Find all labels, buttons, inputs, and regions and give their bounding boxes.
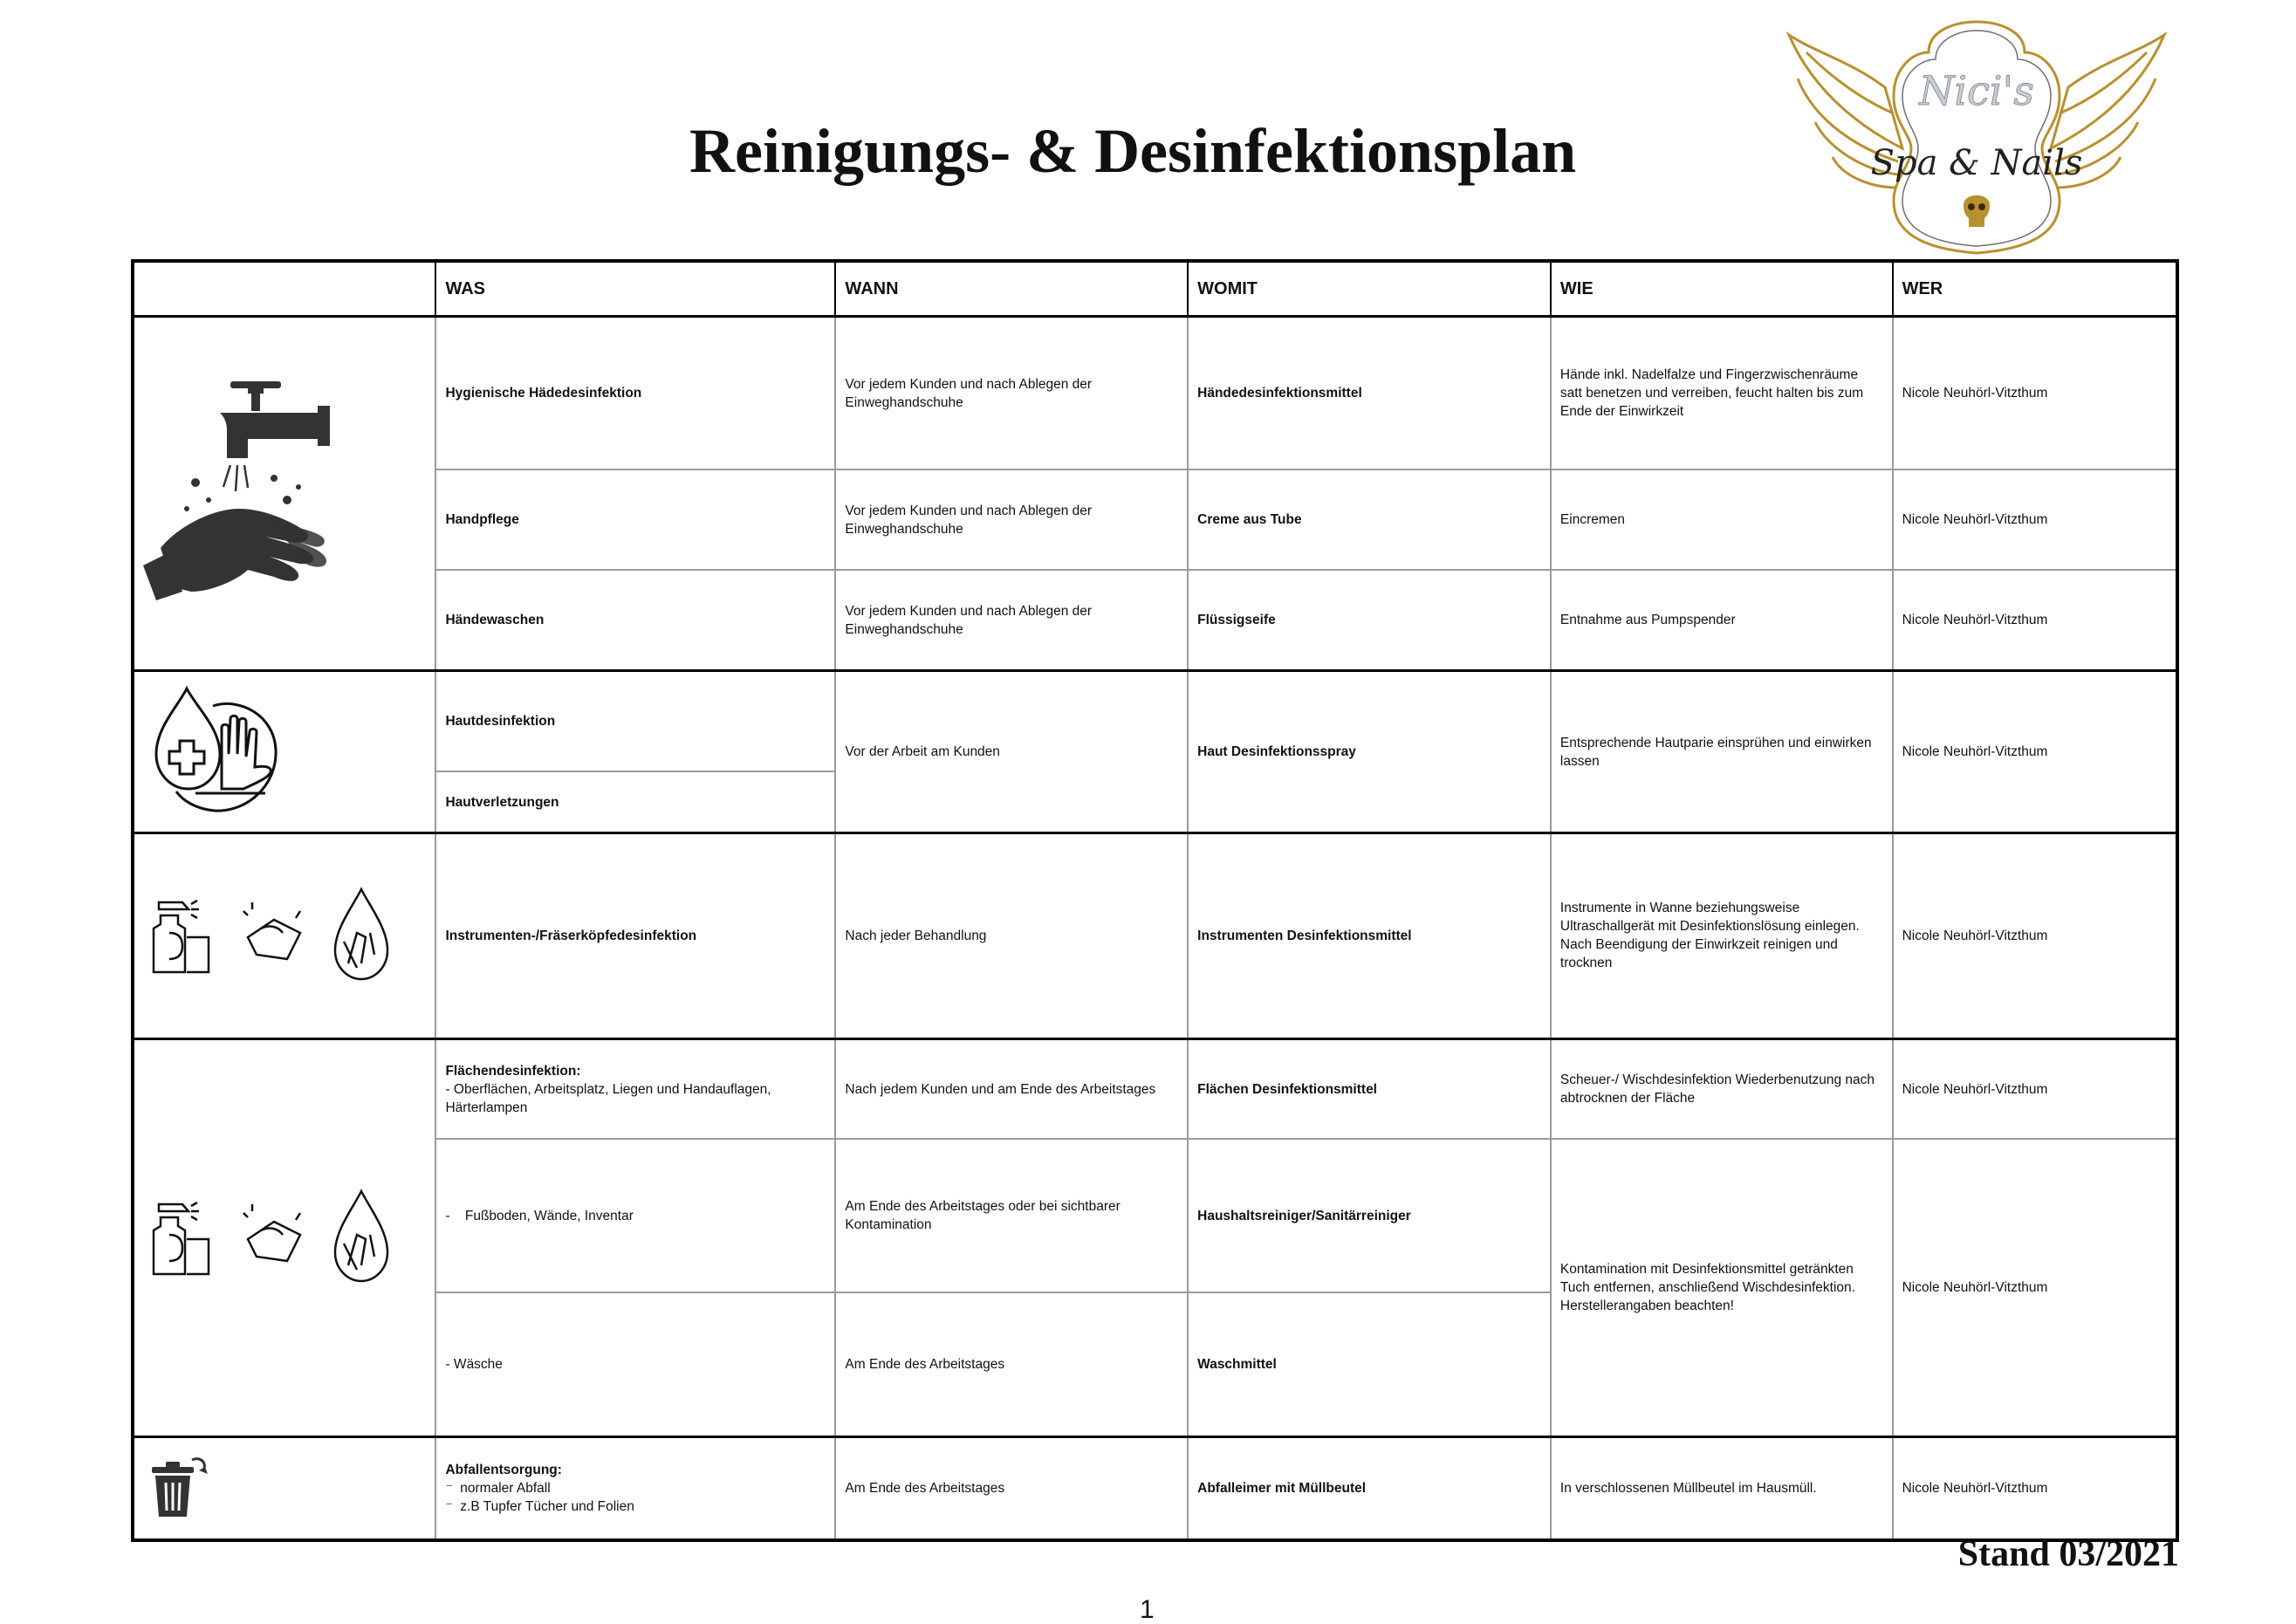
cleaning-icons-group	[143, 1187, 405, 1283]
header-icon-col	[133, 261, 435, 317]
surfaces-icon-cell	[133, 1038, 435, 1436]
wann-cell: Vor jedem Kunden und nach Ablegen der Einweghandschuhe	[835, 570, 1188, 670]
wer-cell: Nicole Neuhörl-Vitzthum	[1893, 671, 2177, 833]
wipe-cloth-icon	[243, 1204, 300, 1261]
table-row	[133, 1437, 2177, 1540]
was-subtext: - Oberflächen, Arbeitsplatz, Liegen und Handauflagen, Härterlampen	[445, 1081, 771, 1115]
header-wer: WER	[1893, 261, 2177, 317]
wer-cell: Nicole Neuhörl-Vitzthum	[1893, 1139, 2177, 1436]
table-row	[133, 469, 2177, 570]
table-row	[133, 570, 2177, 670]
wie-cell: Hände inkl. Nadelfalze und Fingerzwischenräume satt benetzen und verreiben, feucht halten bis zum Ende der Einwirkzeit	[1551, 317, 1893, 470]
womit-cell: Waschmittel	[1188, 1292, 1551, 1437]
page-number: 1	[1140, 1595, 1155, 1624]
was-list-text: z.B Tupfer Tücher und Folien	[460, 1499, 634, 1515]
wer-cell: Nicole Neuhörl-Vitzthum	[1893, 1437, 2177, 1540]
womit-cell: Flüssigseife	[1188, 570, 1551, 670]
logo-script-top: Nici's	[1919, 67, 2034, 114]
was-cell: Instrumenten-/Fräserköpfedesinfektion	[435, 833, 835, 1038]
womit-cell: Flächen Desinfektionsmittel	[1188, 1038, 1551, 1139]
wann-cell: Am Ende des Arbeitstages oder bei sichtbarer Kontamination	[835, 1139, 1188, 1292]
was-cell	[435, 1437, 835, 1540]
was-list-text: normaler Abfall	[460, 1481, 551, 1497]
skin-icon-cell	[133, 671, 435, 833]
was-list-item: ⁻ z.B Tupfer Tücher und Folien	[445, 1499, 634, 1515]
hand-washing-faucet-icon	[143, 378, 353, 605]
was-title: Flächendesinfektion:	[445, 1063, 581, 1079]
was-cell: Händewaschen	[435, 570, 835, 670]
wer-cell: Nicole Neuhörl-Vitzthum	[1893, 469, 2177, 570]
spray-bottle-icon	[154, 1203, 209, 1274]
wie-cell: Entsprechende Hautparie einsprühen und einwirken lassen	[1551, 671, 1893, 833]
wann-cell: Am Ende des Arbeitstages	[835, 1437, 1188, 1540]
was-cell: - Wäsche	[435, 1292, 835, 1437]
spray-bottle-icon	[154, 901, 209, 972]
spa-nails-logo	[1780, 17, 2173, 257]
table-row	[133, 671, 2177, 771]
table-header-row	[133, 261, 2177, 317]
skin-disinfection-icon	[143, 680, 283, 819]
page-title: Reinigungs- & Desinfektionsplan	[689, 116, 1577, 186]
was-cell: - Fußboden, Wände, Inventar	[435, 1139, 835, 1292]
wipe-cloth-icon	[243, 902, 300, 959]
womit-cell: Creme aus Tube	[1188, 469, 1551, 570]
hand-drop-icon	[335, 1191, 387, 1281]
wie-cell: Scheuer-/ Wischdesinfektion Wiederbenutzung nach abtrocknen der Fläche	[1551, 1038, 1893, 1139]
table-row	[133, 317, 2177, 470]
table-row	[133, 833, 2177, 1038]
wie-cell: Instrumente in Wanne beziehungsweise Ultraschallgerät mit Desinfektionslösung einlegen. Nach Beendigung der Einwirkzeit reinigen und trocknen	[1551, 833, 1893, 1038]
trash-bin-icon	[143, 1451, 213, 1521]
was-cell: Hygienische Hädedesinfektion	[435, 317, 835, 470]
stand-date: Stand 03/2021	[1957, 1534, 2179, 1574]
header-wie: WIE	[1551, 261, 1893, 317]
instruments-icon-cell	[133, 833, 435, 1038]
table-row	[133, 1038, 2177, 1139]
wer-cell: Nicole Neuhörl-Vitzthum	[1893, 570, 2177, 670]
womit-cell: Instrumenten Desinfektionsmittel	[1188, 833, 1551, 1038]
wie-cell: Eincremen	[1551, 469, 1893, 570]
wie-cell: Kontamination mit Desinfektionsmittel getränkten Tuch entfernen, anschließend Wischdesinfektion. Herstellerangaben beachten!	[1551, 1139, 1893, 1436]
hands-icon-cell	[133, 317, 435, 671]
was-cell: Handpflege	[435, 469, 835, 570]
table-row	[133, 1139, 2177, 1292]
cleaning-icons-group	[143, 885, 405, 981]
was-list-item: ⁻ normaler Abfall	[445, 1481, 551, 1497]
was-cell: Hautdesinfektion	[435, 671, 835, 771]
hand-drop-icon	[335, 889, 387, 979]
wer-cell: Nicole Neuhörl-Vitzthum	[1893, 833, 2177, 1038]
was-cell: Hautverletzungen	[435, 771, 835, 833]
womit-cell: Abfalleimer mit Müllbeutel	[1188, 1437, 1551, 1540]
wann-cell: Vor der Arbeit am Kunden	[835, 671, 1188, 833]
womit-cell: Haut Desinfektionsspray	[1188, 671, 1551, 833]
womit-cell: Haushaltsreiniger/Sanitärreiniger	[1188, 1139, 1551, 1292]
wie-cell: Entnahme aus Pumpspender	[1551, 570, 1893, 670]
wie-cell: In verschlossenen Müllbeutel im Hausmüll.	[1551, 1437, 1893, 1540]
plan-table	[131, 259, 2179, 1542]
logo-script-bottom: Spa & Nails	[1870, 143, 2083, 183]
wer-cell: Nicole Neuhörl-Vitzthum	[1893, 1038, 2177, 1139]
waste-icon-cell	[133, 1437, 435, 1540]
wann-cell: Nach jeder Behandlung	[835, 833, 1188, 1038]
wann-cell: Nach jedem Kunden und am Ende des Arbeitstages	[835, 1038, 1188, 1139]
wann-cell: Vor jedem Kunden und nach Ablegen der Einweghandschuhe	[835, 317, 1188, 470]
wann-cell: Am Ende des Arbeitstages	[835, 1292, 1188, 1437]
womit-cell: Händedesinfektionsmittel	[1188, 317, 1551, 470]
header-womit: WOMIT	[1188, 261, 1551, 317]
wann-cell: Vor jedem Kunden und nach Ablegen der Einweghandschuhe	[835, 469, 1188, 570]
header-was: WAS	[435, 261, 835, 317]
was-title: Abfallentsorgung:	[445, 1463, 562, 1478]
was-cell	[435, 1038, 835, 1139]
header-wann: WANN	[835, 261, 1188, 317]
wer-cell: Nicole Neuhörl-Vitzthum	[1893, 317, 2177, 470]
